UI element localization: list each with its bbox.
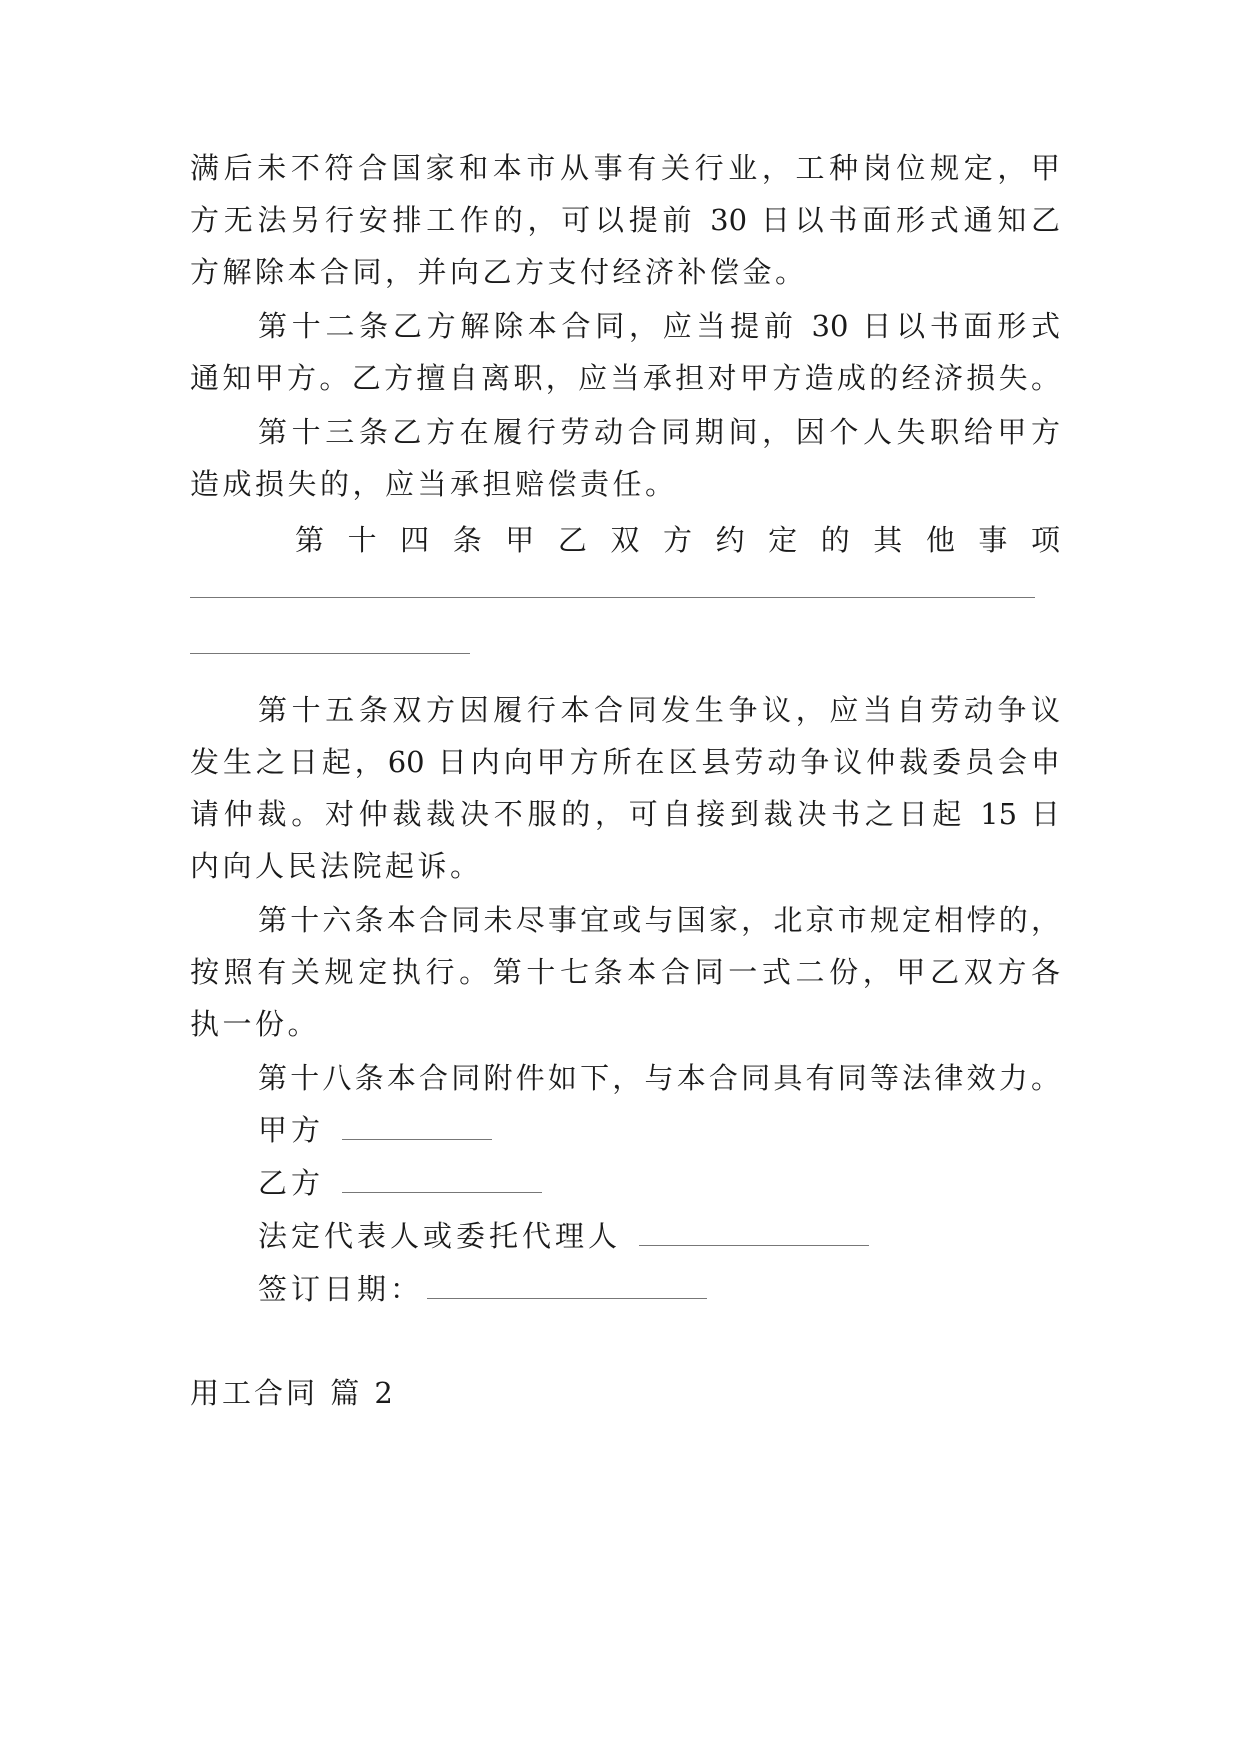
signature-fill-line	[639, 1217, 869, 1246]
paragraph-line: 执一份。	[190, 1007, 321, 1041]
paragraph-line: 方无法另行安排工作的，可以提前 30 日以书面形式通知乙	[190, 203, 1060, 237]
paragraph-line: 发生之日起，60 日内向甲方所在区县劳动争议仲裁委员会申	[190, 745, 1060, 779]
section-heading: 用工合同 篇 2	[190, 1376, 396, 1410]
paragraph-line: 满后未不符合国家和本市从事有关行业，工种岗位规定，甲	[190, 151, 1060, 185]
signature-label: 甲方	[258, 1113, 325, 1147]
signature-fill-line	[427, 1270, 707, 1299]
paragraph-line: 造成损失的，应当承担赔偿责任。	[190, 467, 678, 501]
signature-date	[258, 1269, 1060, 1309]
paragraph-line: 通知甲方。乙方擅自离职，应当承担对甲方造成的经济损失。	[190, 361, 1060, 395]
signature-label: 乙方	[258, 1166, 325, 1200]
blank-fill-line	[190, 653, 470, 654]
paragraph-line: 第十二条乙方解除本合同，应当提前 30 日以书面形式	[258, 309, 1060, 343]
paragraph-line: 第十五条双方因履行本合同发生争议，应当自劳动争议	[258, 693, 1060, 727]
paragraph-line: 内向人民法院起诉。	[190, 849, 483, 883]
signature-party-a	[258, 1110, 1060, 1150]
paragraph-line: 按照有关规定执行。第十七条本合同一式二份，甲乙双方各	[190, 955, 1060, 989]
blank-fill-line	[190, 597, 1035, 598]
signature-fill-line	[342, 1164, 542, 1193]
paragraph-line: 第十三条乙方在履行劳动合同期间，因个人失职给甲方	[258, 415, 1060, 449]
signature-label: 法定代表人或委托代理人	[258, 1219, 622, 1253]
signature-fill-line	[342, 1111, 492, 1140]
signature-label: 签订日期：	[258, 1272, 424, 1306]
paragraph-line: 请仲裁。对仲裁裁决不服的，可自接到裁决书之日起 15 日	[190, 797, 1060, 831]
signature-representative	[258, 1216, 1060, 1256]
paragraph-line: 方解除本合同，并向乙方支付经济补偿金。	[190, 255, 808, 289]
paragraph-line: 第十六条本合同未尽事宜或与国家，北京市规定相悖的，	[258, 903, 1060, 937]
paragraph-line: 第 十 四 条 甲 乙 双 方 约 定 的 其 他 事 项	[295, 523, 1060, 557]
signature-party-b	[258, 1163, 1060, 1203]
paragraph-line: 第十八条本合同附件如下，与本合同具有同等法律效力。	[258, 1061, 1060, 1095]
